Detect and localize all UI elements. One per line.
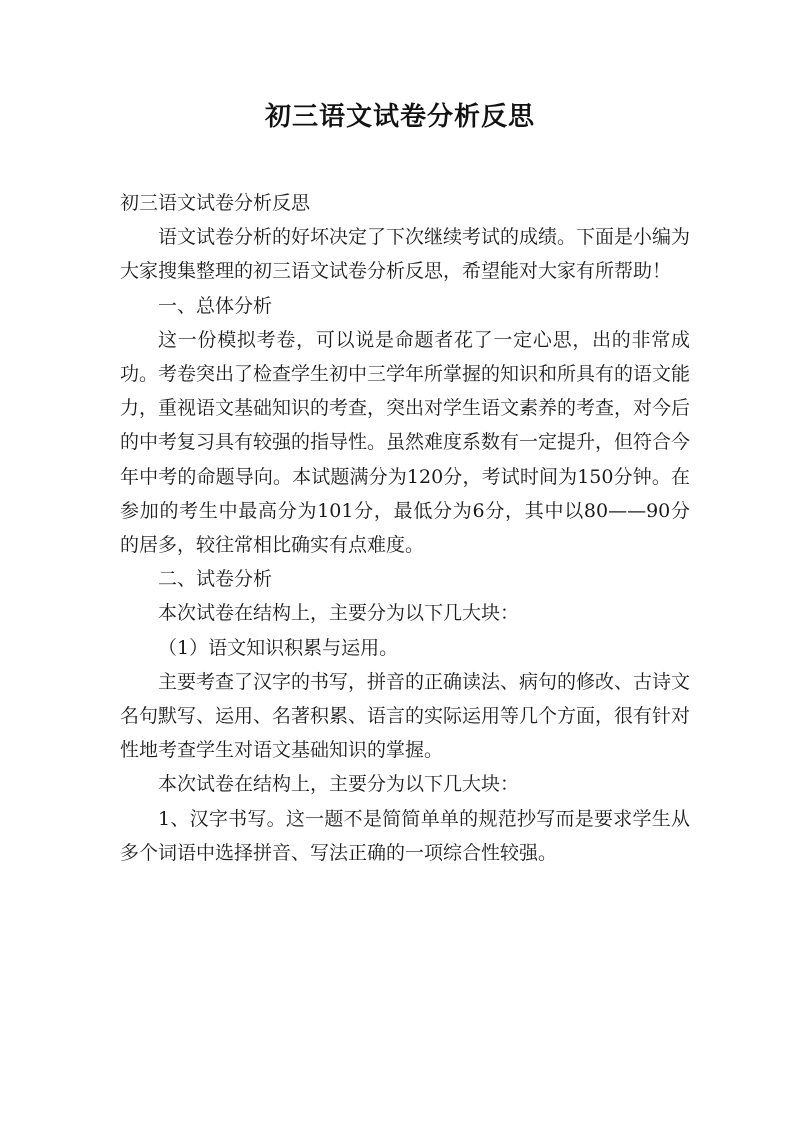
subsection-heading-knowledge: （1）语文知识积累与运用。	[158, 636, 399, 659]
paragraph-overall-analysis: 这一份模拟考卷，可以说是命题者花了一定心思，出的非常成功。考卷突出了检查学生初中三学年所掌握的知识和所具有的语文能力，重视语文基础知识的考查，突出对学生语文素养的考查，对今后的中考复习具有较强的指导性。虽然难度系数有一定提升，但符合今年中考的命题导向。本试题满分为120分，考试时间为150分钟。在参加的考生中最高分为101分，最低分为6分，其中以80——90分的居多，较往常相比确实有点难度。	[120, 328, 691, 557]
paragraph-structure-repeat: 本次试卷在结构上，主要分为以下几大块：	[158, 773, 520, 796]
document-title: 初三语文试卷分析反思	[264, 102, 535, 132]
document-body	[120, 186, 690, 870]
paragraph-structure: 本次试卷在结构上，主要分为以下几大块：	[158, 602, 520, 625]
section-heading-paper: 二、试卷分析	[158, 568, 273, 591]
section-heading-overall: 一、总体分析	[158, 294, 273, 317]
paragraph-heading: 初三语文试卷分析反思	[120, 192, 311, 214]
paragraph-intro: 语文试卷分析的好坏决定了下次继续考试的成绩。下面是小编为大家搜集整理的初三语文试卷分析反思，希望能对大家有所帮助！	[120, 226, 691, 283]
paragraph-hanzi-writing: 1、汉字书写。这一题不是简简单单的规范抄写而是要求学生从多个词语中选择拼音、写法正确的一项综合性较强。	[120, 807, 690, 864]
paragraph-knowledge: 主要考查了汉字的书写，拼音的正确读法、病句的修改、古诗文名句默写、运用、名著积累、语言的实际运用等几个方面，很有针对性地考查学生对语文基础知识的掌握。	[120, 670, 691, 762]
